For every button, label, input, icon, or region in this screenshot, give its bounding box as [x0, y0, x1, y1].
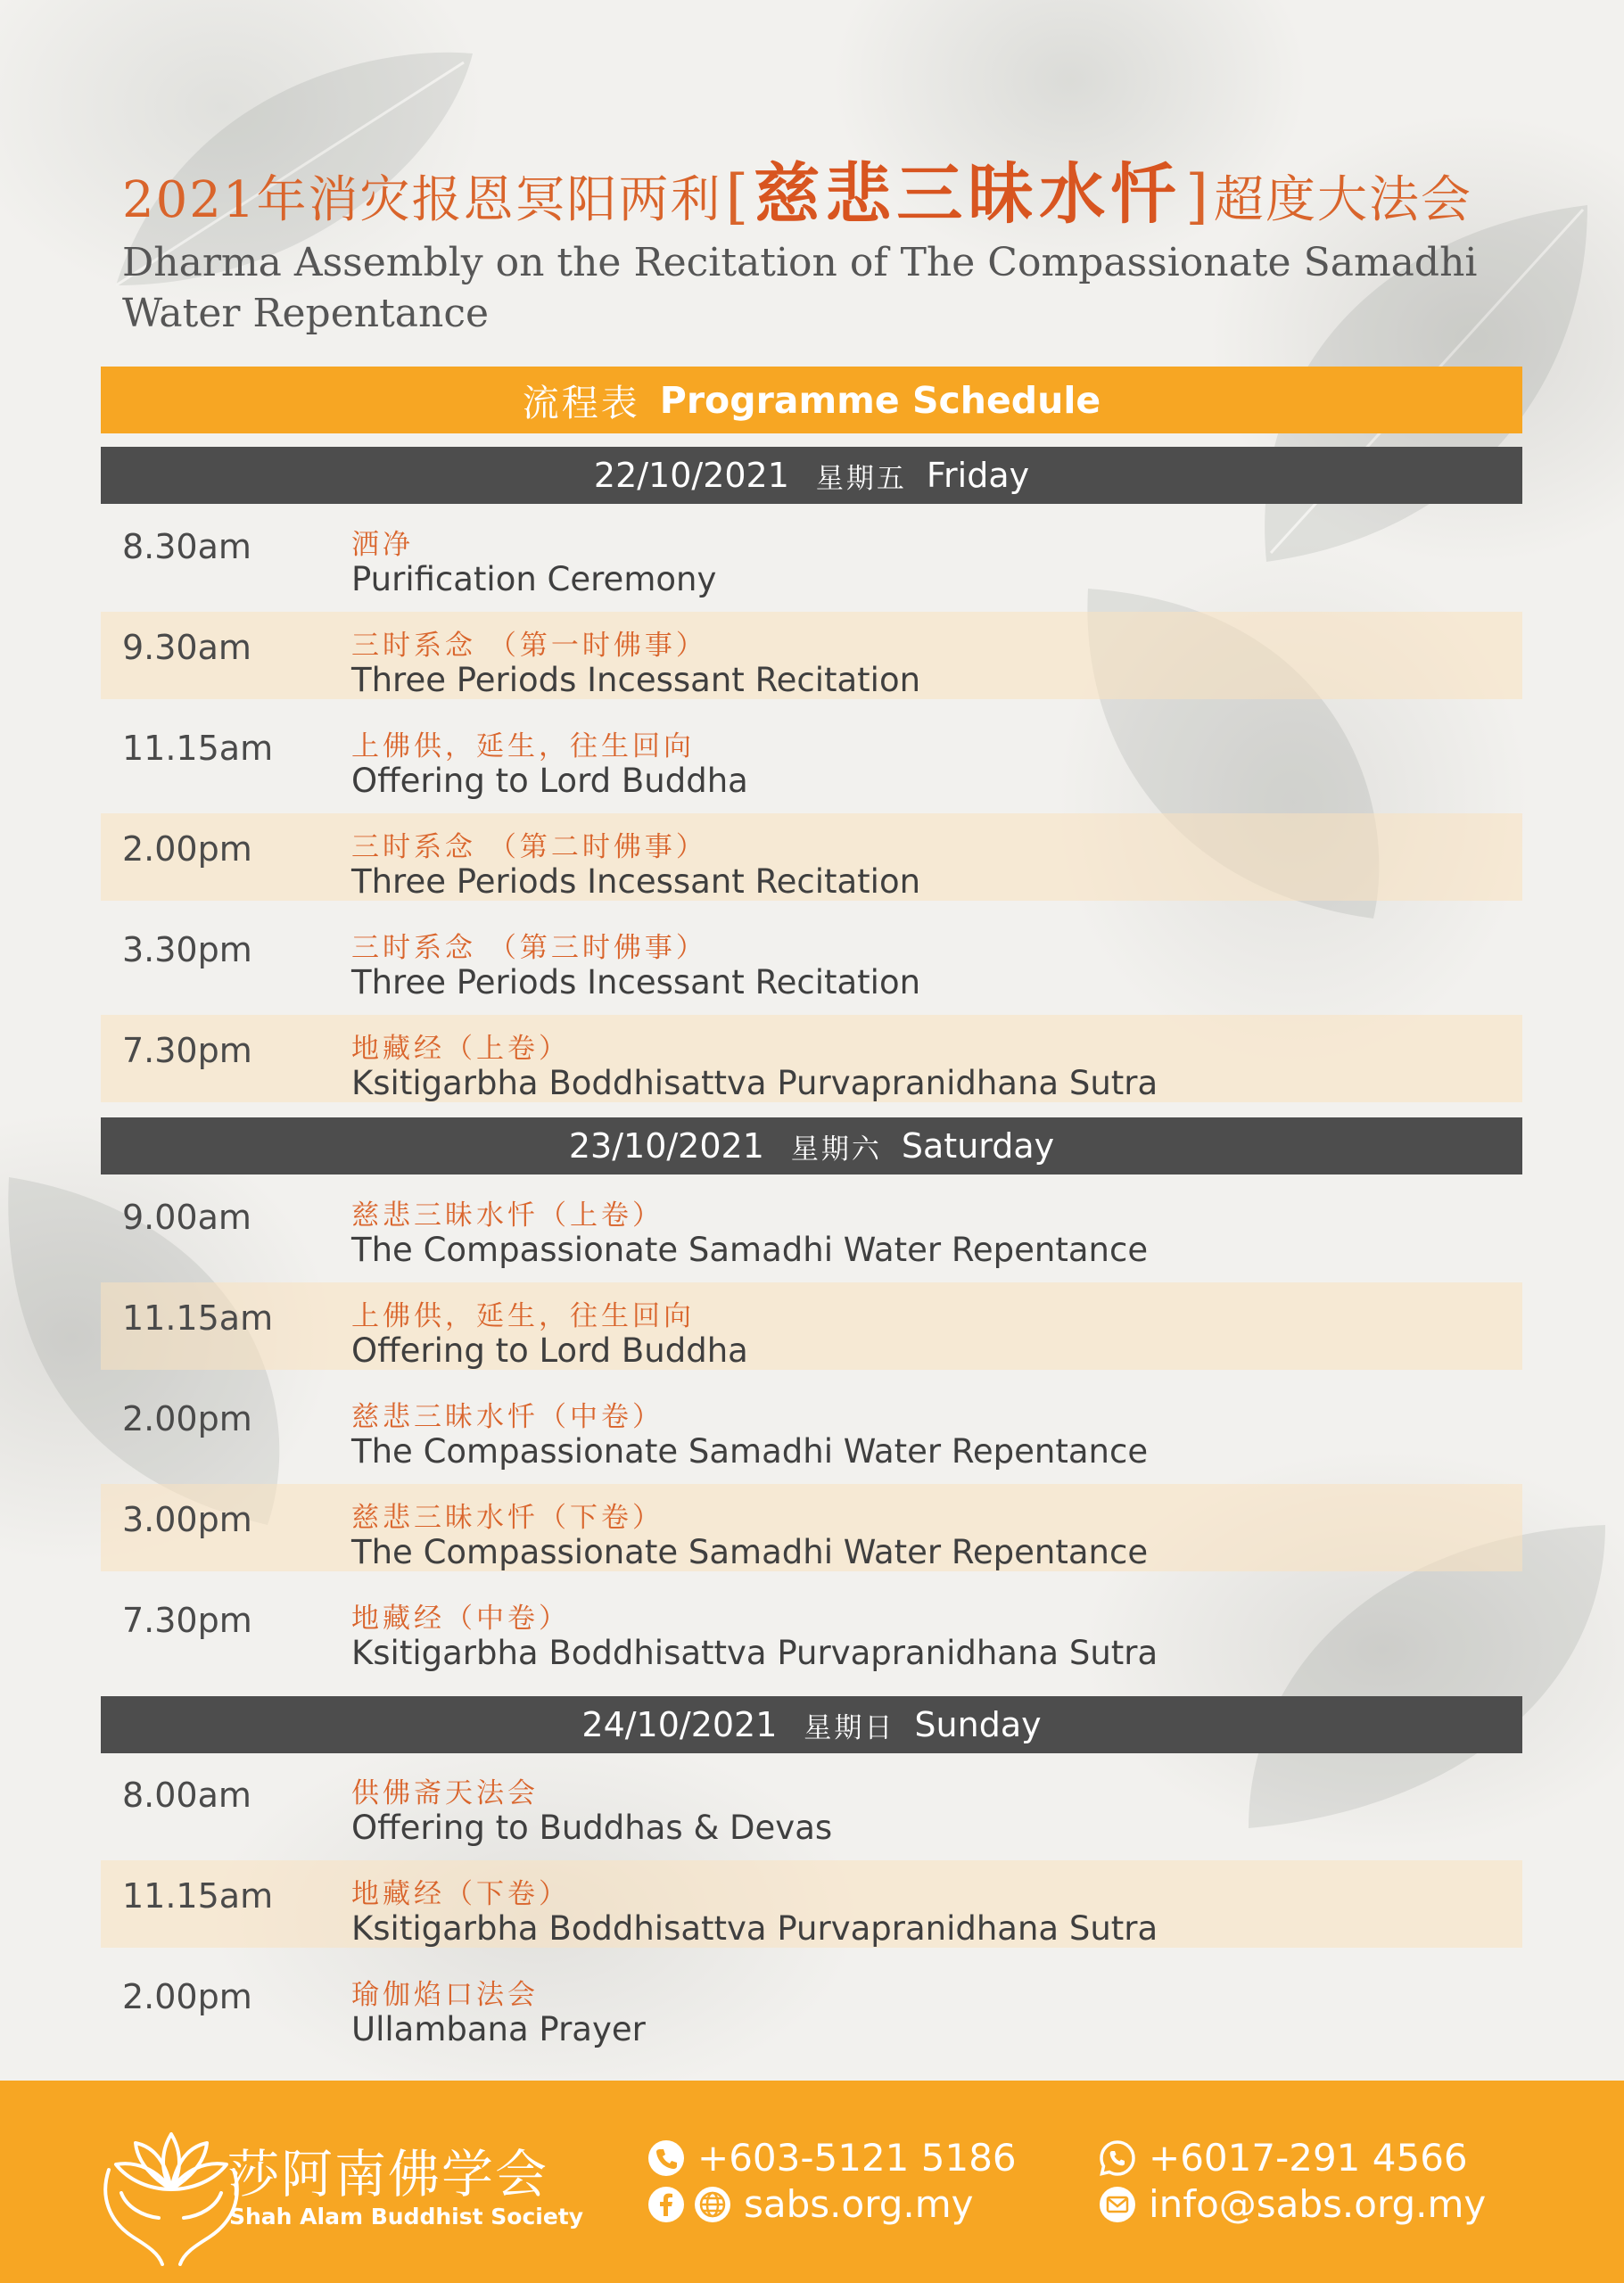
- schedule-time: 9.00am: [122, 1198, 251, 1237]
- phone-number: +603-5121 5186: [697, 2136, 1017, 2180]
- schedule-item-english: The Compassionate Samadhi Water Repentance: [351, 1432, 1149, 1471]
- globe-icon: [694, 2186, 731, 2223]
- schedule-item-chinese: 瑜伽焰口法会: [351, 1979, 539, 2011]
- schedule-time: 7.30pm: [122, 1601, 252, 1640]
- organization-name-chinese: 莎阿南佛学会: [227, 2144, 549, 2205]
- day-date: 23/10/2021: [568, 1126, 764, 1166]
- day-date: 24/10/2021: [581, 1705, 778, 1744]
- day-date: 22/10/2021: [593, 456, 789, 495]
- schedule-item-english: Ksitigarbha Boddhisattva Purvapranidhana Sutra: [351, 1634, 1158, 1672]
- whatsapp-icon: [1099, 2139, 1136, 2177]
- organization-name-english: Shah Alam Buddhist Society: [229, 2204, 584, 2229]
- schedule-row: [101, 1585, 1522, 1672]
- schedule-item-chinese: 三时系念 （第二时佛事）: [351, 831, 707, 863]
- schedule-row: [101, 511, 1522, 598]
- schedule-row: [101, 1760, 1522, 1847]
- schedule-row: [101, 1015, 1522, 1102]
- schedule-time: 8.00am: [122, 1776, 251, 1815]
- day-weekday-english: Friday: [926, 456, 1030, 495]
- day-header-friday: [101, 447, 1522, 504]
- event-title-chinese: [122, 156, 1473, 235]
- schedule-row: [101, 713, 1522, 800]
- day-weekday-english: Sunday: [914, 1705, 1042, 1744]
- website-address: sabs.org.my: [744, 2182, 974, 2226]
- schedule-row: [101, 813, 1522, 901]
- schedule-time: 7.30pm: [122, 1031, 252, 1070]
- schedule-item-chinese: 三时系念 （第一时佛事）: [351, 630, 707, 662]
- schedule-item-english: The Compassionate Samadhi Water Repentance: [351, 1533, 1149, 1571]
- schedule-time: 2.00pm: [122, 1977, 252, 2016]
- day-header-sunday: [101, 1696, 1522, 1753]
- schedule-item-chinese: 上佛供，延生，往生回向: [351, 1300, 695, 1332]
- schedule-item-chinese: 地藏经（中卷）: [351, 1603, 570, 1635]
- schedule-time: 9.30am: [122, 628, 251, 667]
- schedule-item-english: Ksitigarbha Boddhisattva Purvapranidhana Sutra: [351, 1909, 1158, 1948]
- contact-email: [1099, 2182, 1486, 2226]
- schedule-row: [101, 1383, 1522, 1471]
- schedule-time: 3.00pm: [122, 1500, 252, 1539]
- schedule-item-english: Purification Ceremony: [351, 560, 717, 598]
- schedule-time: 2.00pm: [122, 829, 252, 869]
- schedule-item-chinese: 地藏经（上卷）: [351, 1033, 570, 1065]
- schedule-item-chinese: 慈悲三昧水忏（上卷）: [351, 1199, 664, 1232]
- contact-phone: [647, 2136, 1017, 2180]
- footer-contact-bar: [0, 2081, 1624, 2283]
- programme-label-english: Programme Schedule: [659, 378, 1101, 422]
- schedule-time: 11.15am: [122, 729, 274, 768]
- schedule-item-english: Three Periods Incessant Recitation: [351, 661, 921, 699]
- schedule-item-english: Three Periods Incessant Recitation: [351, 862, 921, 901]
- schedule-time: 11.15am: [122, 1298, 274, 1338]
- schedule-time: 8.30am: [122, 527, 251, 566]
- schedule-row: [101, 914, 1522, 1001]
- contact-website: [647, 2182, 974, 2226]
- day-header-saturday: [101, 1117, 1522, 1174]
- schedule-row: [101, 1961, 1522, 2048]
- facebook-icon: [647, 2186, 685, 2223]
- email-icon: [1099, 2186, 1136, 2223]
- contact-whatsapp: [1099, 2136, 1468, 2180]
- schedule-item-chinese: 慈悲三昧水忏（下卷）: [351, 1502, 664, 1534]
- schedule-item-chinese: 三时系念 （第三时佛事）: [351, 932, 707, 964]
- schedule-item-english: Ksitigarbha Boddhisattva Purvapranidhana Sutra: [351, 1064, 1158, 1102]
- event-title-chinese-highlight: 慈悲三昧水忏: [754, 156, 1183, 233]
- schedule-row: [101, 1484, 1522, 1571]
- schedule-item-english: Three Periods Incessant Recitation: [351, 963, 921, 1001]
- schedule-item-english: Offering to Buddhas & Devas: [351, 1809, 833, 1847]
- schedule-item-english: Offering to Lord Buddha: [351, 1331, 748, 1370]
- event-title-chinese-suffix: 超度大法会: [1214, 171, 1473, 229]
- title-bracket-close: ]: [1185, 162, 1211, 231]
- phone-icon: [647, 2139, 685, 2177]
- schedule-item-chinese: 供佛斋天法会: [351, 1777, 539, 1809]
- event-title-english: Dharma Assembly on the Recitation of The Compassionate Samadhi Water Repentance: [122, 240, 1478, 336]
- event-title-chinese-prefix: 2021年消灾报恩冥阳两利: [122, 171, 722, 229]
- schedule-item-english: Offering to Lord Buddha: [351, 762, 748, 800]
- schedule-row: [101, 1282, 1522, 1370]
- schedule-row: [101, 1182, 1522, 1269]
- schedule-row: [101, 612, 1522, 699]
- whatsapp-number: +6017-291 4566: [1149, 2136, 1468, 2180]
- schedule-item-english: The Compassionate Samadhi Water Repentance: [351, 1231, 1149, 1269]
- schedule-item-chinese: 慈悲三昧水忏（中卷）: [351, 1401, 664, 1433]
- day-weekday-chinese: 星期六: [790, 1133, 882, 1166]
- schedule-time: 3.30pm: [122, 930, 252, 969]
- programme-schedule-banner: [101, 367, 1522, 433]
- schedule-item-chinese: 地藏经（下卷）: [351, 1878, 570, 1910]
- email-address: info@sabs.org.my: [1149, 2182, 1487, 2226]
- day-weekday-chinese: 星期五: [815, 462, 907, 495]
- schedule-time: 11.15am: [122, 1876, 274, 1916]
- schedule-time: 2.00pm: [122, 1399, 252, 1438]
- programme-label-chinese: 流程表: [522, 382, 640, 424]
- schedule-item-chinese: 洒净: [351, 529, 414, 561]
- title-bracket-open: [: [725, 162, 751, 231]
- schedule-item-english: Ullambana Prayer: [351, 2010, 646, 2048]
- schedule-row: [101, 1860, 1522, 1948]
- day-weekday-english: Saturday: [901, 1126, 1055, 1166]
- schedule-item-chinese: 上佛供，延生，往生回向: [351, 730, 695, 762]
- day-weekday-chinese: 星期日: [804, 1711, 895, 1744]
